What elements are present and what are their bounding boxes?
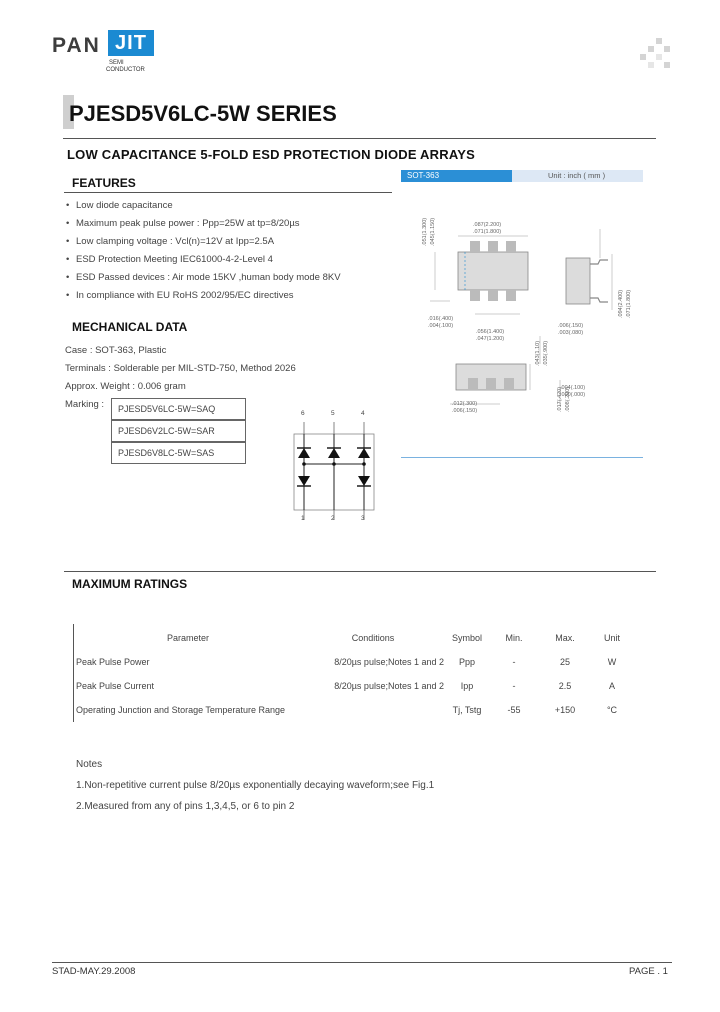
pin-5: 5 [331,410,335,417]
page-subtitle: LOW CAPACITANCE 5-FOLD ESD PROTECTION DIODE ARRAYS [67,147,475,162]
table-row [74,674,632,698]
cell-conditions [302,698,444,722]
dim-label: .006(.150) [452,408,478,414]
dim-label: .008(.200) [565,386,571,412]
th-conditions: Conditions [351,633,395,643]
dim-label: .003(.080) [558,330,584,336]
note-item: 2.Measured from any of pins 1,3,4,5, or 6 to pin 2 [76,801,295,812]
mech-terminals: Terminals : Solderable per MIL-STD-750, Method 2026 [65,363,296,374]
cell-min: - [512,681,516,691]
cell-min: -55 [507,705,521,715]
dim-label: .047(1.200) [476,336,505,342]
page-title: PJESD5V6LC-5W SERIES [69,101,337,126]
table-row [74,650,632,674]
ratings-table [74,626,632,722]
cell-symbol: Ipp [460,681,474,691]
mech-case: Case : SOT-363, Plastic [65,345,167,356]
dim-label: .004(.100) [428,323,454,329]
pin-2: 2 [331,515,335,522]
note-item: 1.Non-repetitive current pulse 8/20µs exponentially decaying waveform;see Fig.1 [76,780,435,791]
dim-label: .094(2.400) [618,289,624,318]
th-max: Max. [555,633,575,643]
circuit-diagram [280,420,390,526]
pin-4: 4 [361,410,365,417]
dim-label: .035(.900) [543,340,549,366]
cell-unit: W [607,657,617,667]
cell-parameter: Operating Junction and Storage Temperature Range [76,705,285,715]
feature-item: • ESD Protection Meeting IEC61000-4-2-Level 4 [66,251,341,269]
logo-jit: JIT [108,30,154,56]
mech-weight: Approx. Weight : 0.006 gram [65,381,186,392]
th-parameter: Parameter [166,633,210,643]
pin-6: 6 [301,410,305,417]
cell-unit: °C [606,705,618,715]
table-row [74,698,632,722]
dim-label: .043(1.10) [535,340,541,366]
logo-pan: PAN [52,34,101,57]
feature-item: • In compliance with EU RoHS 2002/95/EC directives [66,287,341,305]
cell-max: 2.5 [558,681,572,691]
features-heading: FEATURES [72,176,136,190]
logo-sub-line1: SEMI [109,60,124,66]
features-list [66,197,341,305]
dim-label: .017(.420) [557,386,563,412]
divider [63,138,656,139]
dim-label: .051(1.300) [422,217,428,246]
cell-parameter: Peak Pulse Current [76,681,155,691]
footer-divider [52,962,672,963]
logo-subtitle [106,60,145,74]
th-unit: Unit [603,633,620,643]
dim-label: .016(.400) [428,316,454,322]
features-underline [64,192,392,193]
dim-label: .004(.100) [560,385,586,391]
cell-parameter: Peak Pulse Power [76,657,150,667]
cell-conditions: 8/20µs pulse;Notes 1 and 2 [334,681,444,691]
marking-box: PJESD6V8LC-5W=SAS [111,442,246,464]
marking-box: PJESD6V2LC-5W=SAR [111,420,246,442]
logo-sub-line2: CONDUCTOR [106,67,145,73]
feature-item: • Low clamping voltage : Vcl(n)=12V at Ipp=2.5A [66,233,341,251]
footer-page: PAGE . 1 [629,966,668,977]
marking-box: PJESD5V6LC-5W=SAQ [111,398,246,420]
ratings-divider [64,571,656,572]
pin-1: 1 [301,515,305,522]
footer-date: STAD-MAY.29.2008 [52,966,136,977]
feature-item: • Maximum peak pulse power : Ppp=25W at tp=8/20µs [66,215,341,233]
notes-heading: Notes [76,759,103,770]
mechanical-heading: MECHANICAL DATA [72,320,188,334]
ratings-heading: MAXIMUM RATINGS [72,577,188,591]
table-header-row [74,626,632,650]
cell-max: 25 [559,657,570,667]
cell-unit: A [608,681,615,691]
cell-min: - [512,657,516,667]
package-name: SOT-363 [401,170,512,182]
cell-symbol: Ppp [458,657,475,667]
notes [76,754,434,817]
feature-item: • Low diode capacitance [66,197,341,215]
dim-label: .087(2.200) [473,222,502,228]
feature-item: • ESD Passed devices : Air mode 15KV ,human body mode 8KV [66,269,341,287]
dim-label: .071(1.800) [626,289,632,318]
th-min: Min. [505,633,523,643]
package-bottom-line [401,457,643,458]
dim-label: .056(1.400) [476,329,505,335]
cell-max: +150 [554,705,576,715]
cell-symbol: Tj, Tstg [452,705,482,715]
package-unit: Unit : inch ( mm ) [548,171,606,180]
pin-3: 3 [361,515,365,522]
dim-label: .006(.150) [558,323,584,329]
dim-label: .071(1.800) [473,229,502,235]
th-symbol: Symbol [451,633,482,643]
dim-label: .012(.300) [452,401,478,407]
dim-label: .000(.000) [560,392,586,398]
cell-conditions: 8/20µs pulse;Notes 1 and 2 [334,657,444,667]
mech-marking-label: Marking : [65,399,105,410]
dim-label: .045(1.150) [430,217,436,246]
